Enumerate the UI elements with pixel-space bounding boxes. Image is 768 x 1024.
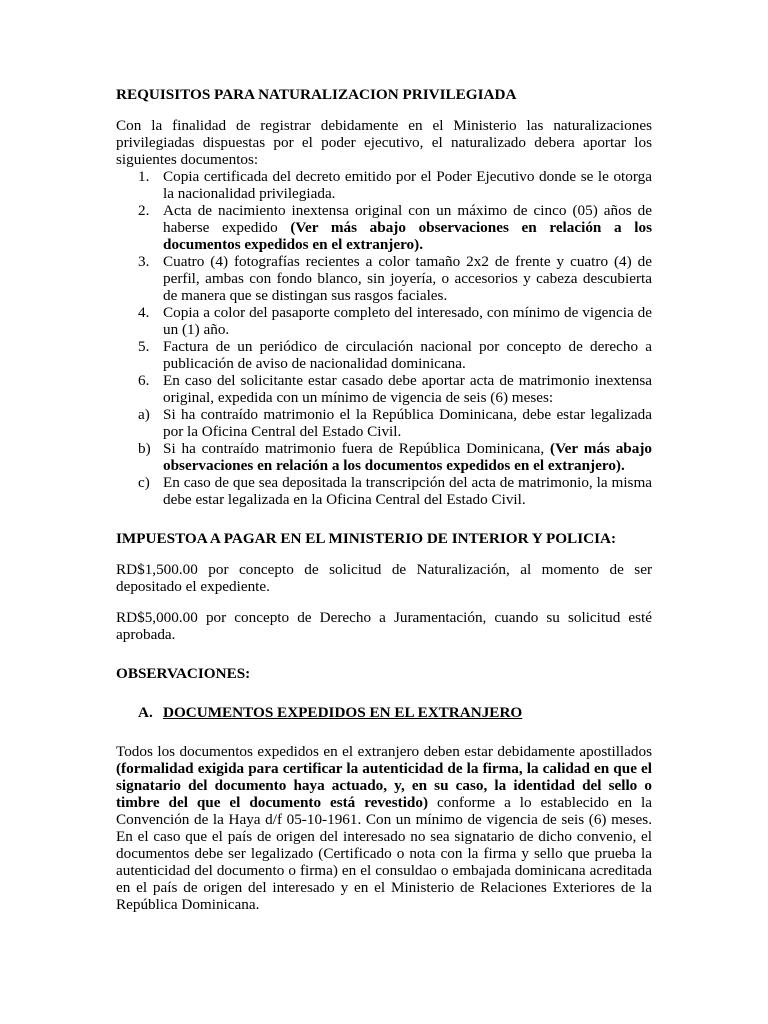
foreign-documents-paragraph [116,743,652,913]
item-text: Acta de nacimiento inextensa original con un máximo de cinco (05) años de haberse expedido [163,202,652,236]
requirements-list [116,168,652,508]
intro-paragraph: Con la finalidad de registrar debidamente en el Ministerio las naturalizaciones privilegiadas dispuestas por el poder ejecutivo, el naturalizado debera aportar los siguientes documentos: [116,117,652,168]
observations-heading: OBSERVACIONES: [116,665,251,682]
item-bold-note: (Ver más abajo observaciones en relación a los documentos expedidos en el extranjero). [163,219,652,253]
taxes-heading: IMPUESTOA A PAGAR EN EL MINISTERIO DE INTERIOR Y POLICIA: [116,530,617,547]
list-marker: 1. [138,168,150,185]
item-text: Si ha contraído matrimonio fuera de República Dominicana, [163,440,551,457]
list-item [116,202,652,253]
list-item [116,372,652,406]
list-item [116,406,652,440]
item-text: Cuatro (4) fotografías recientes a color tamaño 2x2 de frente y cuatro (4) de perfil, ambas con fondo blanco, sin joyería, o accesorios y cabeza descubierta de manera que se distingan sus rasgos faciales. [163,253,652,304]
list-marker: b) [138,440,151,457]
tax-paragraph-1: RD$1,500.00 por concepto de solicitud de Naturalización, al momento de ser depositado el expediente. [116,561,652,595]
list-item [116,168,652,202]
item-text: En caso de que sea depositada la transcripción del acta de matrimonio, la misma debe estar legalizada en la Oficina Central del Estado Civil. [163,474,652,508]
list-marker: a) [138,406,150,423]
item-text: Copia certificada del decreto emitido por el Poder Ejecutivo donde se le otorga la nacionalidad privilegiada. [163,168,652,202]
item-text: Factura de un periódico de circulación nacional por concepto de derecho a publicación de aviso de nacionalidad dominicana. [163,338,652,372]
item-text: Si ha contraído matrimonio el la República Dominicana, debe estar legalizada por la Oficina Central del Estado Civil. [163,406,652,440]
list-item [116,440,652,474]
paragraph-bold-text: (formalidad exigida para certificar la autenticidad de la firma, la calidad en que el signatario del documento haya actuado, y, en su caso, la identidad del sello o timbre del que el documento está revestido) [116,760,652,811]
list-marker: 2. [138,202,150,219]
list-marker: c) [138,474,150,491]
section-a-marker: A. [138,704,153,721]
item-bold-note: (Ver más abajo observaciones en relación a los documentos expedidos en el extranjero). [163,440,653,474]
list-item [116,304,652,338]
tax-paragraph-2: RD$5,000.00 por concepto de Derecho a Juramentación, cuando su solicitud esté aprobada. [116,609,652,643]
list-item [116,474,652,508]
paragraph-text-1: Todos los documentos expedidos en el extranjero deben estar debidamente apostillados [116,743,652,760]
list-item [116,253,652,304]
list-marker: 3. [138,253,150,270]
paragraph-text-2: conforme a lo establecido en la Convención de la Haya d/f 05-10-1961. Con un mínimo de vigencia de seis (6) meses. En el caso que el país de origen del interesado no sea signatario de dicho convenio, el documentos debe ser legalizado (Certificado o nota con la firma y sello que prueba la autenticidad del documento o firma) en el consuldao o embajada dominicana acreditada en el país de origen del interesado y en el Ministerio de Relaciones Exteriores de la República Dominicana. [116,794,653,913]
list-item [116,338,652,372]
list-marker: 4. [138,304,150,321]
list-marker: 6. [138,372,150,389]
item-text: Copia a color del pasaporte completo del interesado, con mínimo de vigencia de un (1) año. [163,304,652,338]
section-a-title: DOCUMENTOS EXPEDIDOS EN EL EXTRANJERO [163,704,523,721]
list-marker: 5. [138,338,150,355]
document-title: REQUISITOS PARA NATURALIZACION PRIVILEGIADA [116,86,517,103]
item-text: En caso del solicitante estar casado debe aportar acta de matrimonio inextensa original, expedida con un mínimo de vigencia de seis (6) meses: [163,372,652,406]
section-a-heading [116,704,652,721]
